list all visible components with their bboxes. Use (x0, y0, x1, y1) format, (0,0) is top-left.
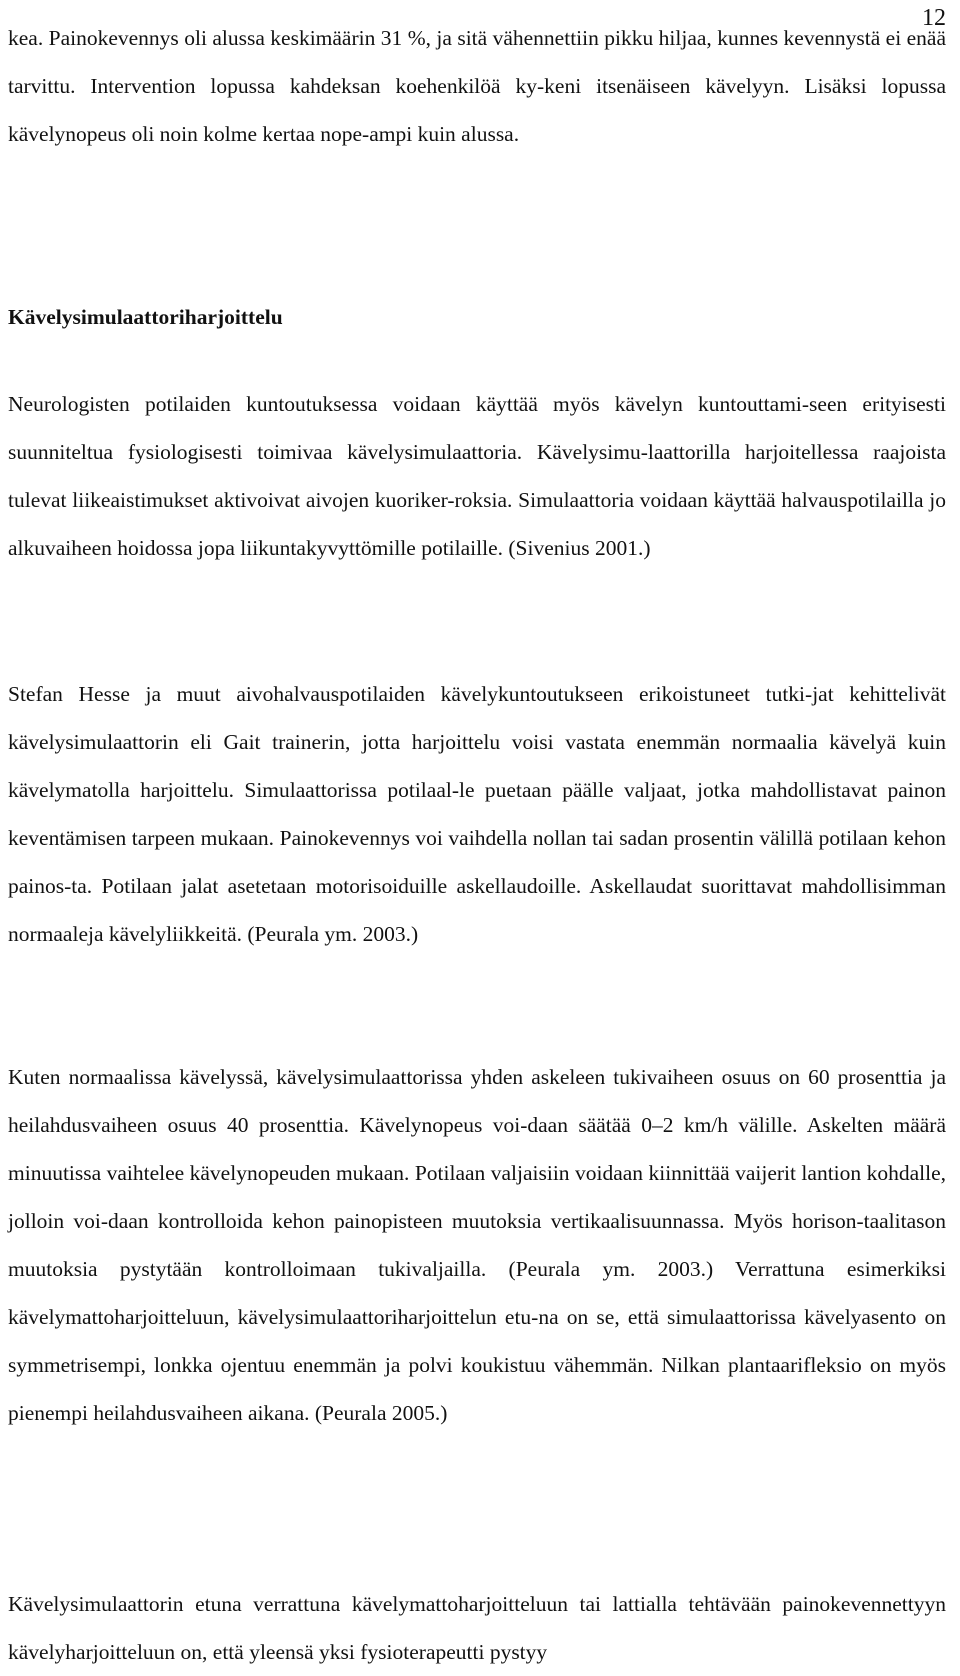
paragraph-advantages: Kävelysimulaattorin etuna verrattuna kävelymattoharjoitteluun tai lattialla tehtävään painokevennettyyn kävelyharjoitteluun on, että yleensä yksi fysioterapeutti pystyy (8, 1592, 946, 1664)
section-heading: Kävelysimulaattoriharjoittelu (8, 305, 283, 329)
paragraph-gait-trainer: Stefan Hesse ja muut aivohalvauspotilaiden kävelykuntoutukseen erikoistuneet tutki-jat kehittelivät kävelysimulaattorin eli Gait trainerin, jotta harjoittelu voisi vastata enemmän normaalia kävelyä kuin kävelymatolla harjoittelu. Simulaattorissa potilaal-le puetaan päälle valjaat, jotka mahdollistavat painon keventämisen tarpeen mukaan. Painokevennys voi vaihdella nollan tai sadan prosentin välillä potilaan kehon painos-ta. Potilaan jalat asetetaan motorisoiduille askellaudoille. Askellaudat suorittavat mahdollisimman normaaleja kävelyliikkeitä. (Peurala ym. 2003.) (8, 682, 946, 946)
paragraph-walking-phases: Kuten normaalissa kävelyssä, kävelysimulaattorissa yhden askeleen tukivaiheen osuus on 60 prosenttia ja heilahdusvaiheen osuus 40 prosenttia. Kävelynopeus voi-daan säätää 0–2 km/h välille. Askelten määrä minuutissa vaihtelee kävelynopeuden mukaan. Potilaan valjaisiin voidaan kiinnittää vaijerit lantion kohdalle, jolloin voi-daan kontrolloida kehon painopisteen muutoksia vertikaalisuunnassa. Myös horison-taalitason muutoksia pystytään kontrolloimaan tukivaljailla. (Peurala ym. 2003.) Verrattuna esimerkiksi kävelymattoharjoitteluun, kävelysimulaattoriharjoittelun etu-na on se, että simulaattorissa kävelyasento on symmetrisempi, lonkka ojentuu enemmän ja polvi koukistuu vähemmän. Nilkan plantaarifleksio on myös pienempi heilahdusvaiheen aikana. (Peurala 2005.) (8, 1065, 946, 1425)
page-number: 12 (922, 5, 946, 31)
paragraph-kavelysimulaattori-intro: Neurologisten potilaiden kuntoutuksessa voidaan käyttää myös kävelyn kuntouttami-seen erityisesti suunniteltua fysiologisesti toimivaa kävelysimulaattoria. Kävelysimu-laattorilla harjoitellessa raajoista tulevat liikeaistimukset aktivoivat aivojen kuoriker-roksia. Simulaattoria voidaan käyttää halvauspotilailla jo alkuvaiheen hoidossa jopa liikuntakyvyttömille potilaille. (Sivenius 2001.) (8, 392, 946, 560)
paragraph-intro-continuation: kea. Painokevennys oli alussa keskimäärin 31 %, ja sitä vähennettiin pikku hiljaa, kunnes kevennystä ei enää tarvittu. Intervention lopussa kahdeksan koehenkilöä ky-keni itsenäiseen kävelyyn. Lisäksi lopussa kävelynopeus oli noin kolme kertaa nope-ampi kuin alussa. (8, 26, 946, 146)
